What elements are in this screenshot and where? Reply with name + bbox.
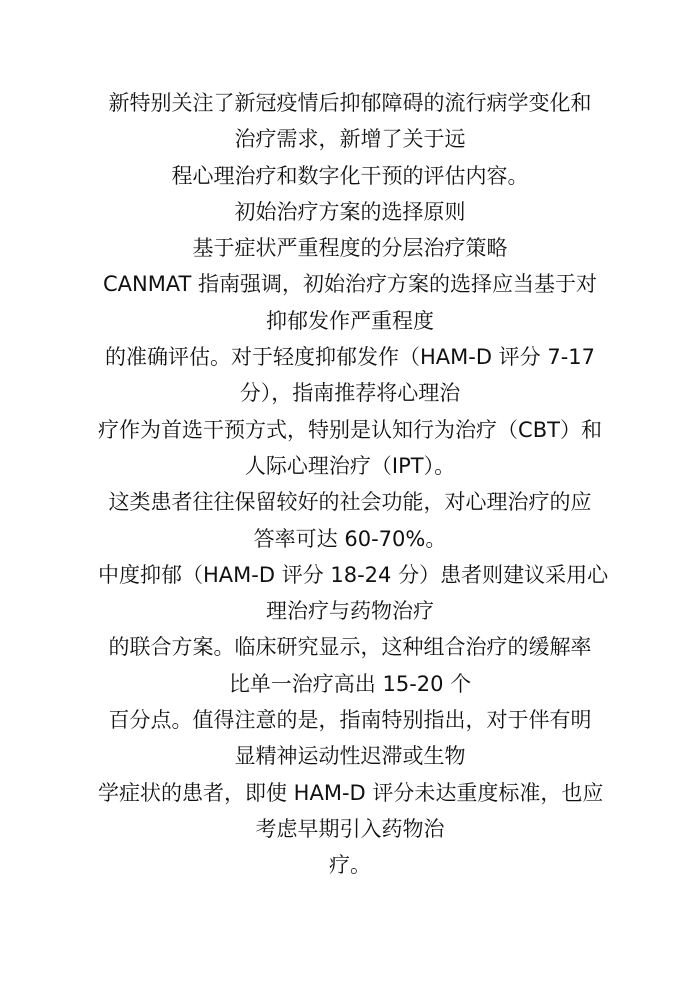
text-line: 答率可达 60-70%。 bbox=[253, 526, 447, 551]
text-line: 的准确评估。对于轻度抑郁发作（HAM-D 评分 7-17 bbox=[104, 345, 596, 370]
text-line: 比单一治疗高出 15-20 个 bbox=[228, 671, 472, 696]
text-line: 治疗需求，新增了关于远 bbox=[234, 127, 466, 152]
text-line: 疗。 bbox=[329, 853, 371, 878]
text-line: 考虑早期引入药物治 bbox=[255, 816, 445, 841]
text-line: CANMAT 指南强调，初始治疗方案的选择应当基于对 bbox=[102, 272, 598, 297]
document-body bbox=[98, 85, 609, 884]
text-line: 学症状的患者，即使 HAM-D 评分未达重度标准，也应 bbox=[98, 780, 604, 805]
text-line: 分），指南推荐将心理治 bbox=[239, 381, 461, 406]
text-line: 这类患者往往保留较好的社会功能，对心理治疗的应 bbox=[108, 490, 592, 515]
text-line: 疗作为首选干预方式，特别是认知行为治疗（CBT）和 bbox=[98, 417, 602, 442]
text-line: 中度抑郁（HAM-D 评分 18-24 分）患者则建议采用心 bbox=[98, 562, 609, 587]
text-line: 理治疗与药物治疗 bbox=[266, 599, 434, 624]
text-line: 显精神运动性迟滞或生物 bbox=[234, 744, 466, 769]
text-line: 抑郁发作严重程度 bbox=[266, 308, 434, 333]
text-line: 新特别关注了新冠疫情后抑郁障碍的流行病学变化和 bbox=[108, 91, 592, 115]
text-line: 程心理治疗和数字化干预的评估内容。 bbox=[171, 163, 529, 188]
subsection-heading: 基于症状严重程度的分层治疗策略 bbox=[192, 236, 508, 261]
section-heading: 初始治疗方案的选择原则 bbox=[234, 199, 466, 224]
text-line: 的联合方案。临床研究显示，这种组合治疗的缓解率 bbox=[108, 635, 592, 660]
text-line: 百分点。值得注意的是，指南特别指出，对于伴有明 bbox=[108, 708, 592, 733]
text-line: 人际心理治疗（IPT）。 bbox=[244, 453, 456, 478]
